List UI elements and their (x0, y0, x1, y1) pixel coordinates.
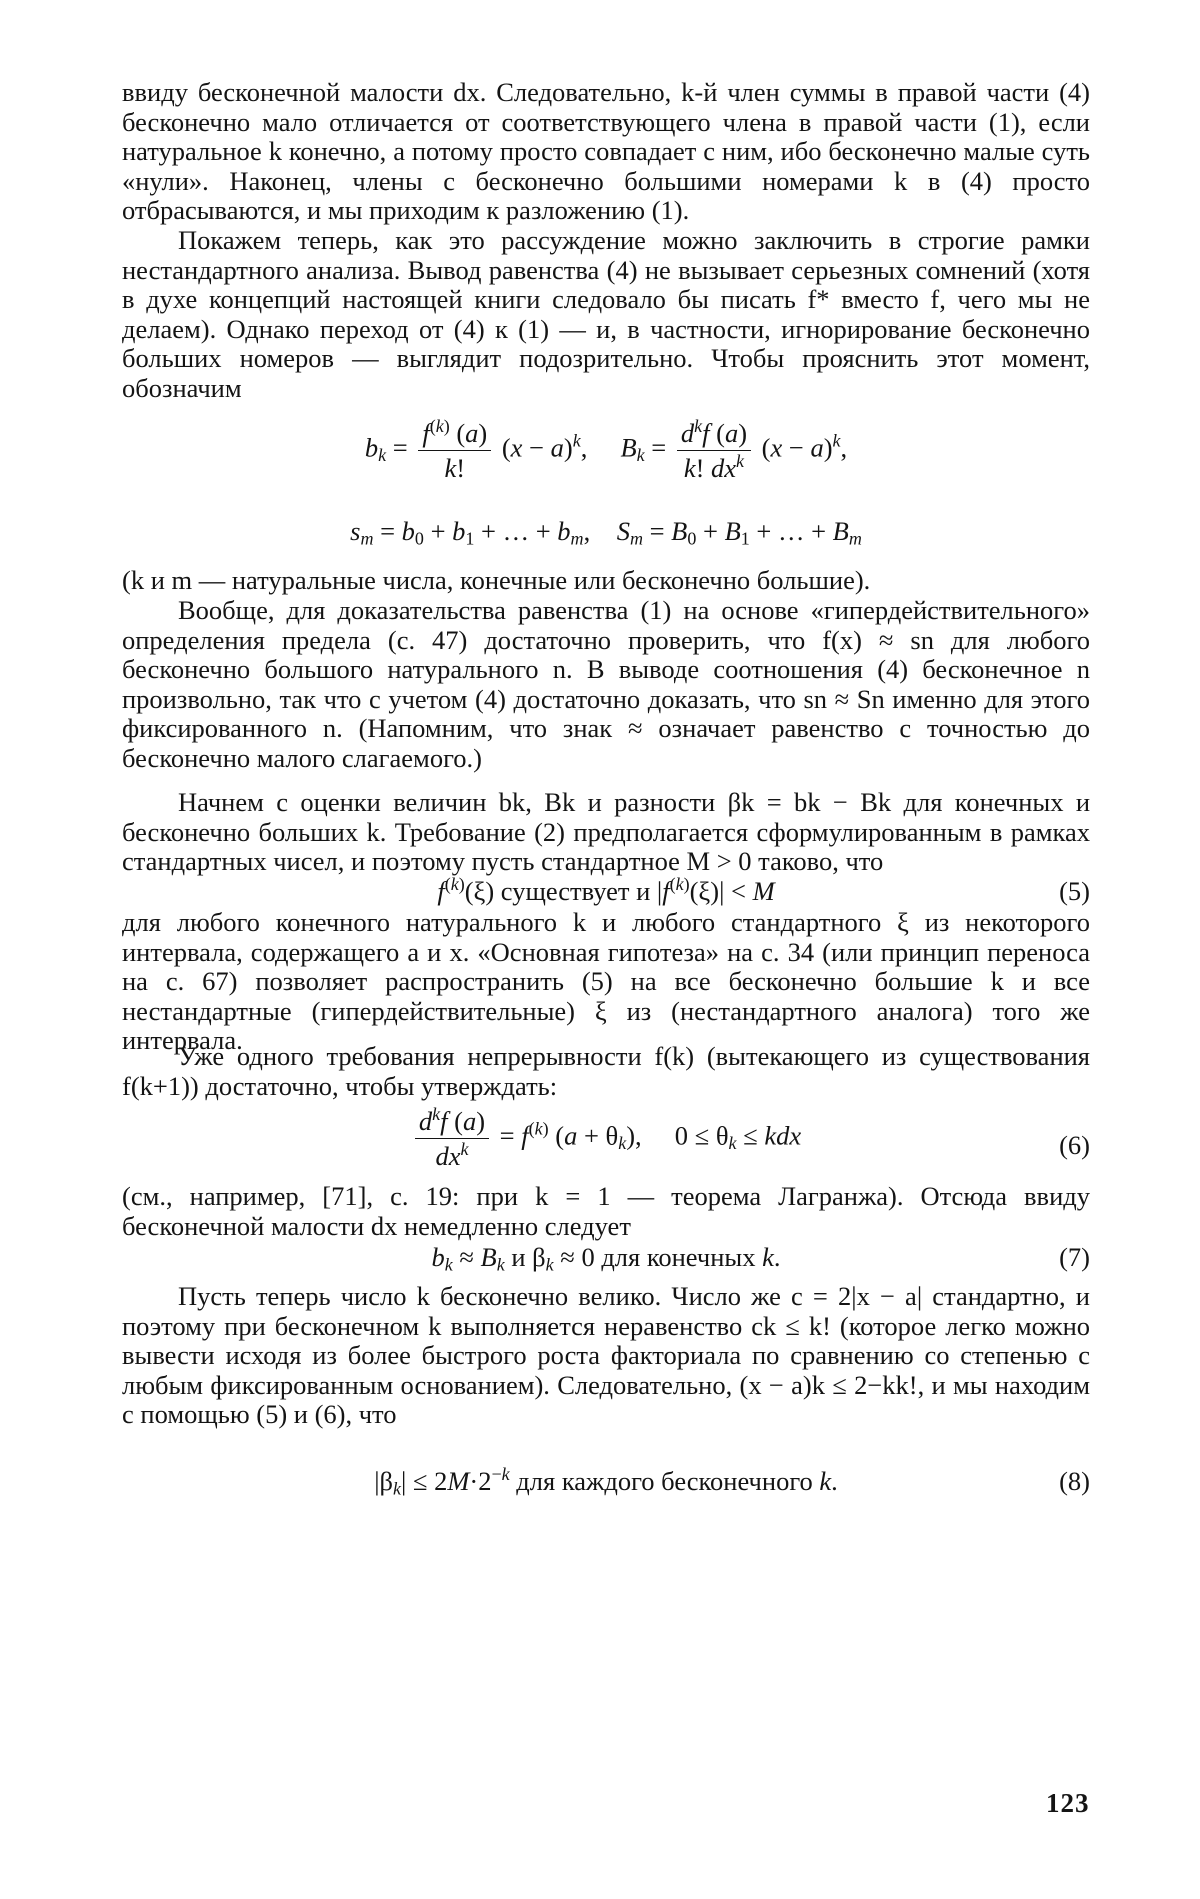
paragraph-8-text: (см., например, [71], с. 19: при k = 1 — теорема Лагранжа). Отсюда ввиду бесконечной малости dx немедленно следует (122, 1181, 1090, 1241)
paragraph-1-text: ввиду бесконечной малости dx. Следовательно, k-й член суммы в правой части (4) бесконечно мало отличается от соответствующего члена в правой части (1), если натуральное k конечно, а потому просто совпадает с ним, ибо бесконечно малые суть «нули». Наконец, члены с бесконечно большими номерами k в (4) просто отбрасываются, и мы приходим к разложению (1). (122, 77, 1090, 226)
eq7-word-and: и (511, 1242, 526, 1272)
eq5-word: существует и (500, 876, 651, 906)
paragraph-7-text: Уже одного требования непрерывности f(k) (вытекающего из существования f(k+1)) достаточно, чтобы утверждать: (122, 1041, 1090, 1101)
paragraph-8 (122, 1182, 1090, 1241)
paragraph-9-text: Пусть теперь число k бесконечно велико. Число же c = 2|x − a| стандартно, и поэтому при бесконечном k выполняется неравенство ck ≤ k! (которое легко можно вывести исходя из более быстрого роста факториала по сравнению со степенью с любым фиксированным основанием). Следовательно, (x − a)k ≤ 2−kk!, и мы находим с помощью (5) и (6), что (122, 1281, 1090, 1430)
equation-7-label: (7) (1059, 1242, 1090, 1272)
equation-7: $b_k \approx B_k$ и $\beta_k \approx 0$ для конечных k. (431, 1242, 781, 1275)
eq8-word: для каждого бесконечного (516, 1466, 813, 1496)
equation-6: $\frac{d^kf (a)}{dx^k}$ = $f^{(k)}$ $(a + \theta_k)$, $0 \le \theta_k$ ≤ kdx (122, 1106, 1090, 1171)
definitions-formula-line-2: $s_m = b_0 + b_1$ + … + $b_m$, $S_m = B_0 + B_1$ + … + $B_m$ (350, 516, 862, 549)
fraction-Bk: $\frac{d^kf (a)}{k! dx^k}$ (677, 418, 751, 483)
paragraph-3-text: (k и m — натуральные числа, конечные или бесконечно большие). (122, 565, 871, 595)
paragraph-7 (122, 1042, 1090, 1101)
paragraph-4-text: Вообще, для доказательства равенства (1) на основе «гипердействительного» определения предела (с. 47) достаточно проверить, что f(x) ≈ sn для любого бесконечно большого натурального n. В выводе соотношения (4) бесконечное n произвольно, так что с учетом (4) достаточно доказать, что sn ≈ Sn именно для этого фиксированного n. (Напомним, что знак ≈ означает равенство с точностью до бесконечно малого слагаемого.) (122, 595, 1090, 773)
equation-5: $f^{(k)}(\xi)$ существует и $|f^{(k)}(\xi)| < M$ (437, 874, 775, 906)
equation-6-label: (6) (1059, 1130, 1090, 1160)
definitions-formula-line-1: $b_k$ = $\frac{f^{(k)} (a)}{k!}$ $(x - a)^k$, $B_k$ = $\frac{d^kf (a)}{k! dx^k}$ $(x - a)^k$, (364, 416, 848, 483)
equation-5-label: (5) (1059, 876, 1090, 906)
eq7-word-finite: для конечных (601, 1242, 756, 1272)
equation-8: $|\beta_k| \le 2M\cdot 2^{-k}$ для каждого бесконечного k. (374, 1464, 838, 1499)
paragraph-5-text: Начнем с оценки величин bk, Bk и разности βk = bk − Bk для конечных и бесконечно больших k. Требование (2) предполагается сформулированным в рамках стандартных чисел, и поэтому пусть стандартное M > 0 таково, что (122, 787, 1090, 877)
paragraph-4 (122, 596, 1090, 774)
equation-8-label: (8) (1059, 1466, 1090, 1496)
paragraph-1 (122, 78, 1090, 226)
paragraph-6 (122, 908, 1090, 1056)
paragraph-9 (122, 1282, 1090, 1430)
paragraph-2 (122, 226, 1090, 404)
fraction-dkf: $\frac{d^kf (a)}{dx^k}$ (415, 1106, 489, 1171)
paragraph-5 (122, 788, 1090, 877)
paragraph-6-text: для любого конечного натурального k и любого стандартного ξ из некоторого интервала, содержащего a и x. «Основная гипотеза» на с. 34 (или принцип переноса на с. 67) позволяет распространить (5) на все бесконечно большие k и все нестандартные (гипердействительные) ξ из (нестандартного аналога) того же интервала. (122, 907, 1090, 1056)
paragraph-3 (122, 566, 1090, 596)
fraction-bk: $\frac{f^{(k)} (a)}{k!}$ (418, 418, 491, 483)
paragraph-2-text: Покажем теперь, как это рассуждение можно заключить в строгие рамки нестандартного анализа. Вывод равенства (4) не вызывает серьезных сомнений (хотя в духе концепций настоящей книги следовало бы писать f* вместо f, чего мы не делаем). Однако переход от (4) к (1) — и, в частности, игнорирование бесконечно больших номеров — выглядит подозрительно. Чтобы прояснить этот момент, обозначим (122, 225, 1090, 403)
page-number: 123 (1046, 1788, 1090, 1818)
